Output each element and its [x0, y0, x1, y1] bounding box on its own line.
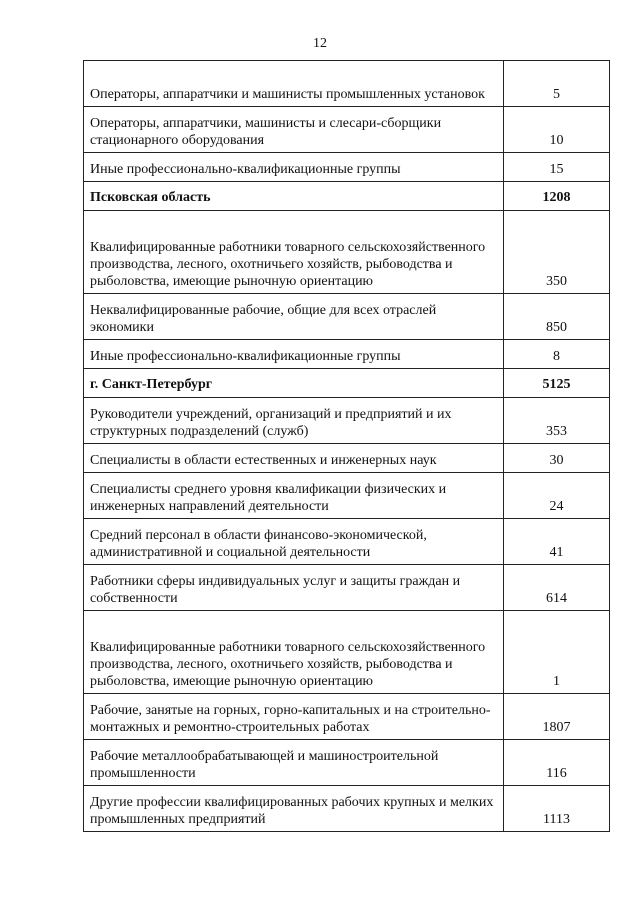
occupation-group-label: Неквалифицированные рабочие, общие для всех отраслей экономики [84, 294, 504, 340]
occupation-group-value: 24 [504, 473, 610, 519]
table-body [84, 61, 610, 832]
table-row [84, 786, 610, 832]
table-row [84, 153, 610, 182]
occupation-group-value: 353 [504, 398, 610, 444]
occupation-group-label: Специалисты в области естественных и инженерных наук [84, 444, 504, 473]
occupation-group-value: 15 [504, 153, 610, 182]
occupation-group-label: Рабочие, занятые на горных, горно-капитальных и на строительно-монтажных и ремонтно-строительных работах [84, 694, 504, 740]
region-total: 1208 [504, 182, 610, 211]
occupation-group-label: Специалисты среднего уровня квалификации физических и инженерных направлений деятельности [84, 473, 504, 519]
table-row [84, 694, 610, 740]
table-row [84, 398, 610, 444]
occupation-group-value: 5 [504, 61, 610, 107]
occupation-group-label: Средний персонал в области финансово-экономической, административной и социальной деятельности [84, 519, 504, 565]
occupation-group-value: 116 [504, 740, 610, 786]
occupation-group-label: Операторы, аппаратчики и машинисты промышленных установок [84, 61, 504, 107]
table-row [84, 519, 610, 565]
occupation-group-label: Квалифицированные работники товарного сельскохозяйственного производства, лесного, охотничьего хозяйств, рыбоводства и рыболовства, имеющие рыночную ориентацию [84, 611, 504, 694]
occupation-group-value: 10 [504, 107, 610, 153]
occupation-group-label: Работники сферы индивидуальных услуг и защиты граждан и собственности [84, 565, 504, 611]
page-number: 12 [313, 36, 327, 51]
occupation-group-value: 1113 [504, 786, 610, 832]
occupation-group-value: 1 [504, 611, 610, 694]
occupation-group-value: 614 [504, 565, 610, 611]
occupation-group-value: 850 [504, 294, 610, 340]
occupation-group-label: Рабочие металлообрабатывающей и машиностроительной промышленности [84, 740, 504, 786]
table-row [84, 565, 610, 611]
occupation-group-value: 41 [504, 519, 610, 565]
occupation-group-label: Руководители учреждений, организаций и предприятий и их структурных подразделений (служб) [84, 398, 504, 444]
occupation-group-label: Другие профессии квалифицированных рабочих крупных и мелких промышленных предприятий [84, 786, 504, 832]
table-row [84, 611, 610, 694]
region-row [84, 369, 610, 398]
occupation-group-label: Иные профессионально-квалификационные группы [84, 340, 504, 369]
table-row [84, 473, 610, 519]
table-row [84, 294, 610, 340]
occupation-group-label: Операторы, аппаратчики, машинисты и слесари-сборщики стационарного оборудования [84, 107, 504, 153]
region-row [84, 182, 610, 211]
table-row [84, 211, 610, 294]
table-row [84, 61, 610, 107]
table-row [84, 740, 610, 786]
region-name: г. Санкт-Петербург [84, 369, 504, 398]
occupation-group-label: Квалифицированные работники товарного сельскохозяйственного производства, лесного, охотничьего хозяйств, рыбоводства и рыболовства, имеющие рыночную ориентацию [84, 211, 504, 294]
occupation-group-value: 1807 [504, 694, 610, 740]
occupation-group-value: 8 [504, 340, 610, 369]
region-total: 5125 [504, 369, 610, 398]
table-row [84, 107, 610, 153]
statistics-table [83, 60, 610, 832]
occupation-group-value: 350 [504, 211, 610, 294]
region-name: Псковская область [84, 182, 504, 211]
table-row [84, 340, 610, 369]
occupation-group-label: Иные профессионально-квалификационные группы [84, 153, 504, 182]
table-row [84, 444, 610, 473]
occupation-group-value: 30 [504, 444, 610, 473]
